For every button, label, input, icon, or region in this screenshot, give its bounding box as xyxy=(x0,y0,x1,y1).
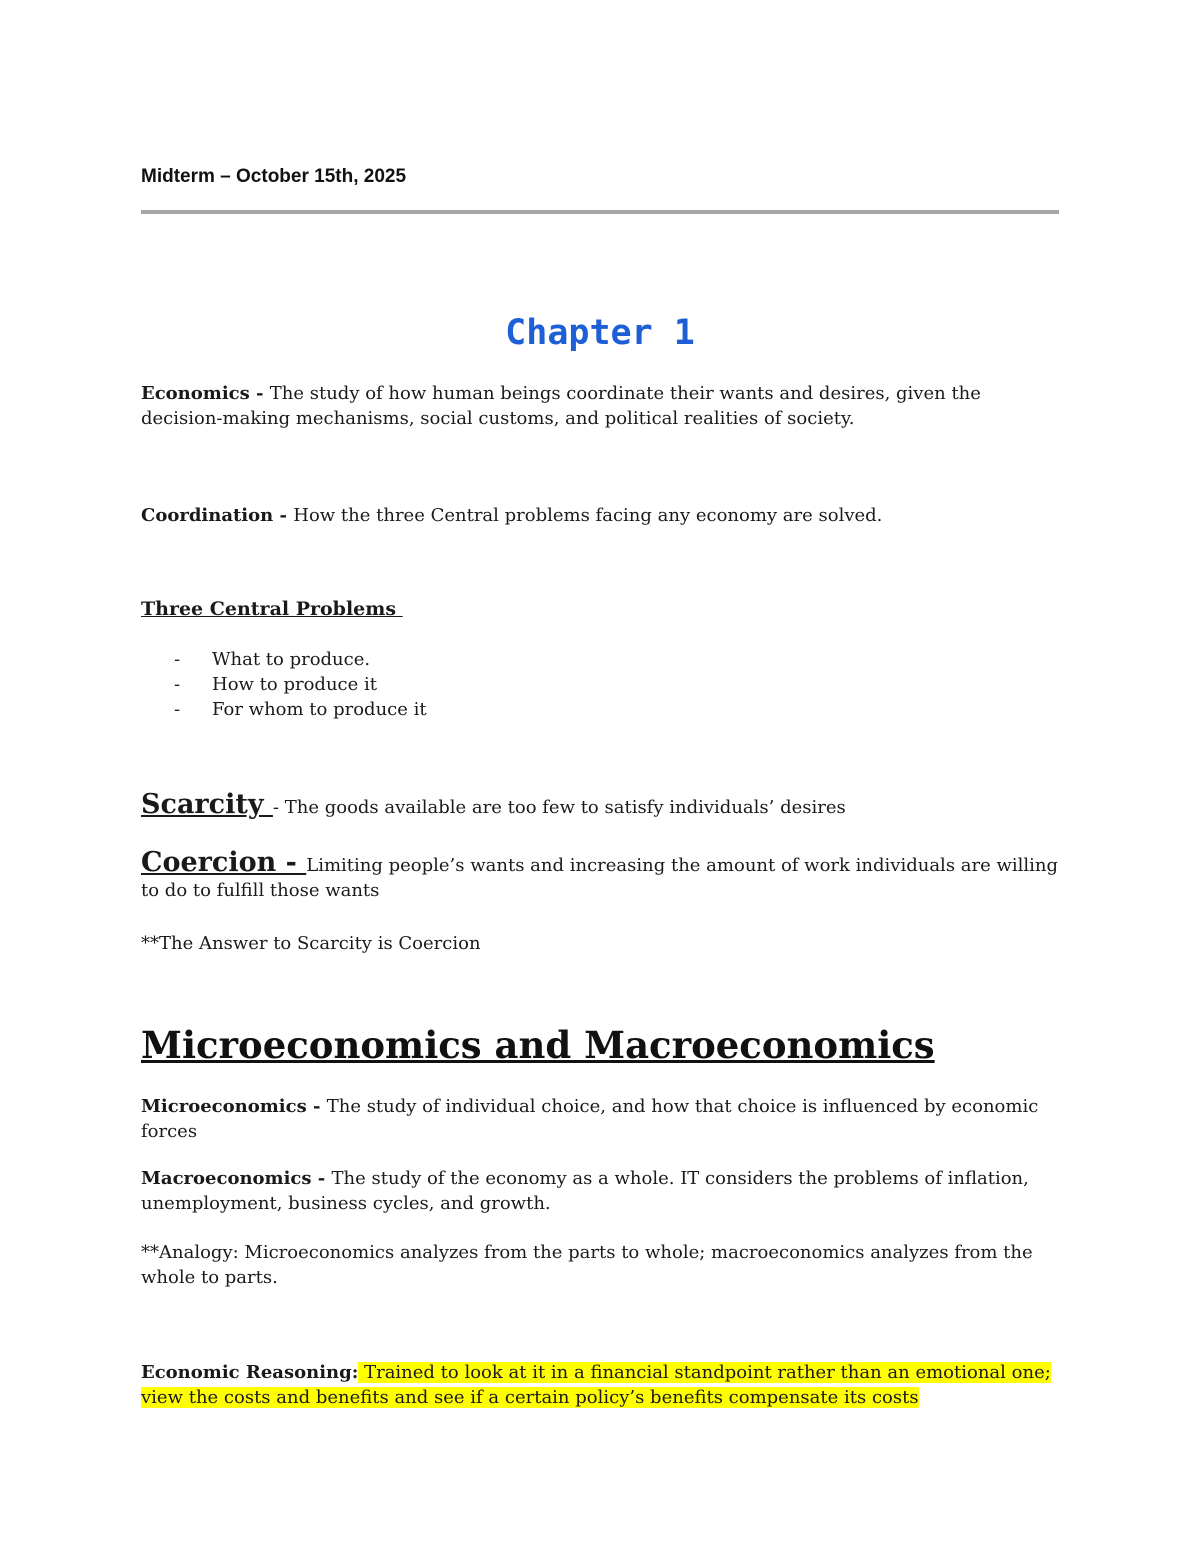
coercion-definition xyxy=(141,847,1059,903)
list-item: - For whom to produce it xyxy=(174,699,427,720)
scarcity-note: **The Answer to Scarcity is Coercion xyxy=(141,933,481,954)
macroeconomics-term: Macroeconomics - xyxy=(141,1168,332,1189)
section-heading-micro-macro: Microeconomics and Macroeconomics xyxy=(141,1023,935,1067)
macroeconomics-definition xyxy=(141,1166,1059,1216)
list-item: - How to produce it xyxy=(174,674,377,695)
economics-term: Economics - xyxy=(141,383,270,404)
coercion-text: Limiting people’s wants and increasing the amount of work individuals are willing to do to fulfill those wants xyxy=(141,855,1059,901)
central-problems-list xyxy=(174,647,874,722)
header-divider xyxy=(141,210,1059,214)
economic-reasoning-highlighted-text: Trained to look at it in a financial standpoint rather than an emotional one; view the costs and benefits and see if a certain policy’s benefits compensate its costs xyxy=(141,1362,1051,1408)
coercion-term: Coercion - xyxy=(141,847,307,878)
page-header: Midterm – October 15th, 2025 xyxy=(141,166,407,187)
scarcity-separator: - xyxy=(272,797,285,818)
coordination-term: Coordination - xyxy=(141,505,294,526)
scarcity-text: The goods available are too few to satisfy individuals’ desires xyxy=(284,797,846,818)
macroeconomics-text: The study of the economy as a whole. IT considers the problems of inflation, unemployment, business cycles, and growth. xyxy=(141,1168,1029,1214)
chapter-title: Chapter 1 xyxy=(505,313,695,353)
scarcity-definition xyxy=(141,789,1059,820)
economic-reasoning-definition xyxy=(141,1360,1059,1410)
microeconomics-definition xyxy=(141,1094,1059,1144)
analogy-note: **Analogy: Microeconomics analyzes from the parts to whole; macroeconomics analyzes from the whole to parts. xyxy=(141,1242,1033,1288)
list-item: - What to produce. xyxy=(174,649,371,670)
coordination-definition xyxy=(141,503,1059,528)
economics-definition xyxy=(141,381,1059,431)
economic-reasoning-term: Economic Reasoning: xyxy=(141,1362,359,1383)
microeconomics-text: The study of individual choice, and how that choice is influenced by economic forces xyxy=(141,1096,1039,1142)
scarcity-term: Scarcity xyxy=(141,789,273,820)
coordination-text: How the three Central problems facing any economy are solved. xyxy=(293,505,883,526)
economics-text: The study of how human beings coordinate their wants and desires, given the decision-making mechanisms, social customs, and political realities of society. xyxy=(141,383,981,429)
microeconomics-term: Microeconomics - xyxy=(141,1096,327,1117)
central-problems-heading: Three Central Problems xyxy=(141,598,403,620)
